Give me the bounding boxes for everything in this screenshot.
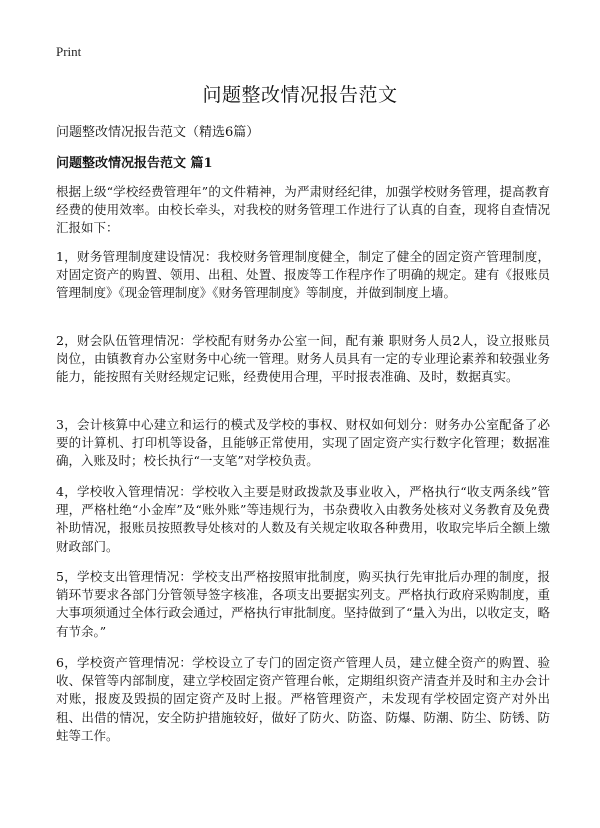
paragraph-intro: 根据上级“学校经费管理年”的文件精神，为严肃财经纪律，加强学校财务管理，提高教育经费的使用效率。由校长牵头，对我校的财务管理工作进行了认真的自查，现将自查情况汇报如下： — [56, 184, 550, 236]
paragraph-item-3: 3，会计核算中心建立和运行的模式及学校的事权、财权如何划分：财务办公室配备了必要的计算机、打印机等设备，且能够正常使用，实现了固定资产实行数字化管理；数据准确，入账及时；校长执行“一支笔”对学校负责。 — [56, 417, 550, 469]
section-heading: 问题整改情况报告范文 篇1 — [56, 156, 213, 171]
paragraph-item-5: 5，学校支出管理情况：学校支出严格按照审批制度，购买执行先审批后办理的制度，报销环节要求各部门分管领导签字核准，各项支出要据实列支。严格执行政府采购制度，重大事项须通过全体行政会通过，严格执行审批制度。坚持做到了“量入为出，以收定支，略有节余。” — [56, 569, 550, 639]
paragraph-item-1: 1，财务管理制度建设情况：我校财务管理制度健全，制定了健全的固定资产管理制度，对固定资产的购置、领用、出租、处置、报废等工作程序作了明确的规定。建有《报账员管理制度》《现金管理制度》《财务管理制度》等制度，并做到制度上墙。 — [56, 249, 550, 301]
print-link[interactable]: Print — [56, 44, 82, 59]
paragraph-item-6: 6，学校资产管理情况：学校设立了专门的固定资产管理人员，建立健全资产的购置、验收、保管等内部制度，建立学校固定资产管理台帐，定期组织资产清查并及时和主办会计对账，报废及毁损的固定资产及时上报。严格管理资产，未发现有学校固定资产对外出租、出借的情况，安全防护措施较好，做好了防火、防盗、防爆、防潮、防尘、防锈、防蛀等工作。 — [56, 655, 550, 743]
document-subtitle: 问题整改情况报告范文（精选6篇） — [56, 125, 260, 140]
page-title: 问题整改情况报告范文 — [202, 84, 398, 106]
paragraph-item-4: 4，学校收入管理情况：学校收入主要是财政拨款及事业收入，严格执行“收支两条线”管理，严格杜绝“小金库”及“账外账”等违规行为，书杂费收入由教务处核对义务教育及免费补助情况，报账员按照教导处核对的人数及有关规定收取各种费用，收取完毕后全额上缴财政部门。 — [56, 484, 550, 554]
paragraph-item-2: 2，财会队伍管理情况：学校配有财务办公室一间，配有兼 职财务人员2人，设立报账员岗位，由镇教育办公室财务中心统一管理。财务人员具有一定的专业理论素养和较强业务能力，能按照有关财经规定记账，经费使用合理，平时报表准确、及时，数据真实。 — [56, 333, 550, 385]
